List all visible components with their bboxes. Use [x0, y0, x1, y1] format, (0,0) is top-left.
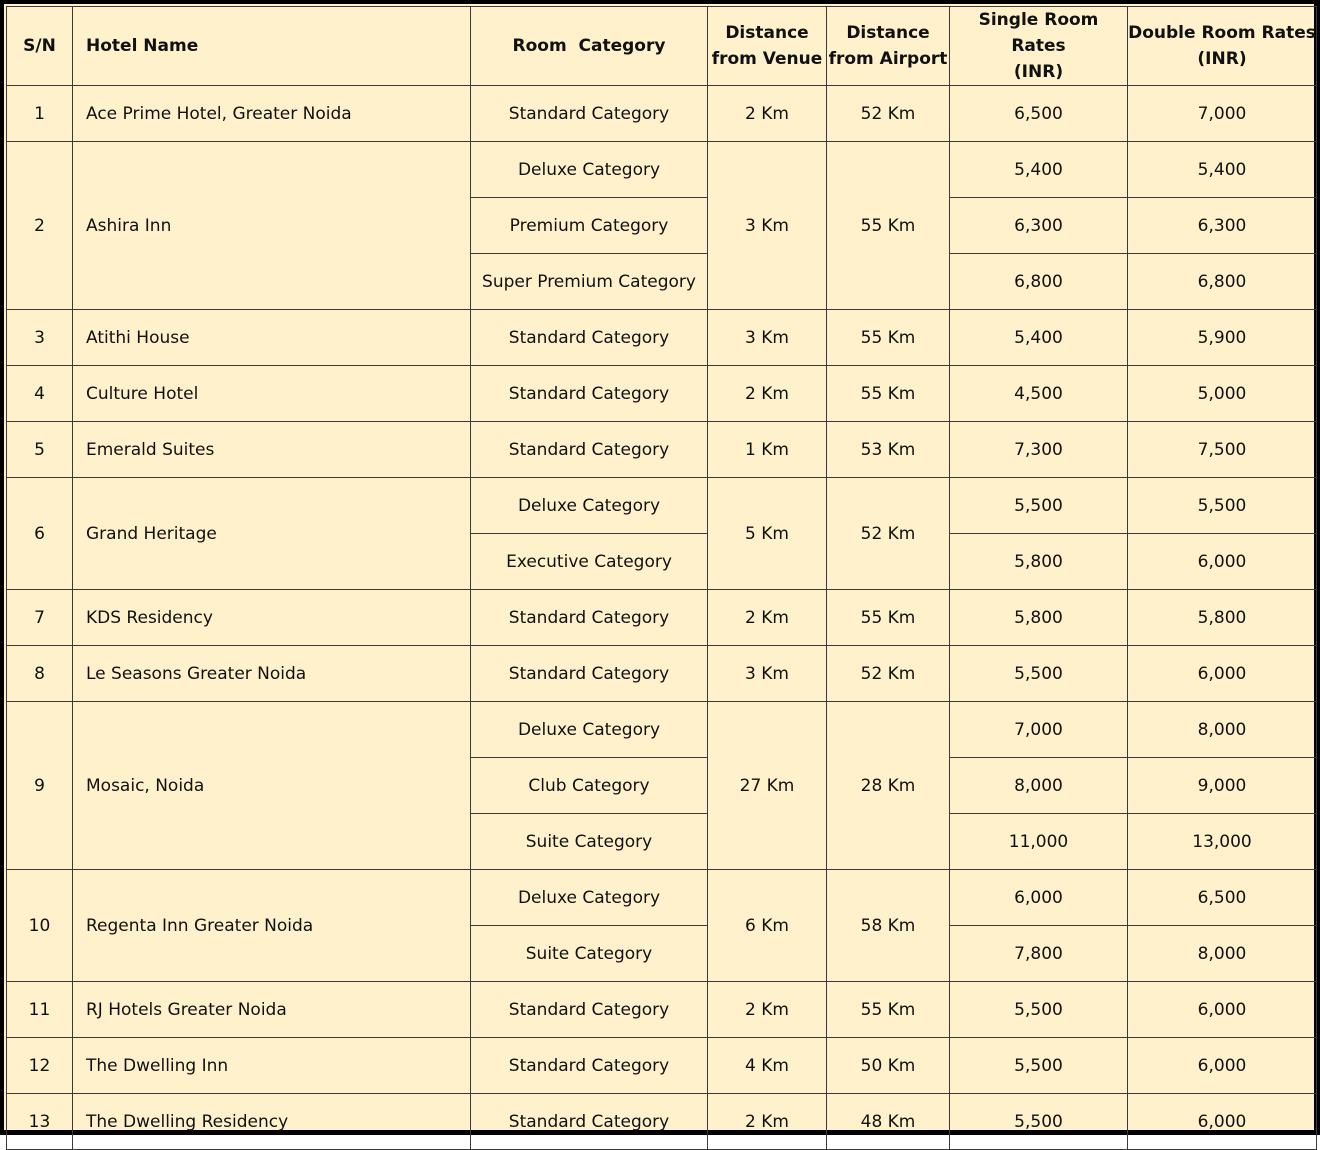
single-rate-cell: 6,800 — [950, 254, 1128, 310]
room-category-cell: Standard Category — [471, 1094, 708, 1150]
double-rate-cell: 6,000 — [1128, 646, 1317, 702]
distance-venue-cell: 2 Km — [708, 590, 827, 646]
distance-airport-cell: 48 Km — [827, 1094, 950, 1150]
header-single-rate-line1: Single Room Rates — [978, 10, 1099, 56]
single-rate-cell: 5,400 — [950, 310, 1128, 366]
hotel-name-cell: Grand Heritage — [73, 478, 471, 590]
sn-cell: 12 — [7, 1038, 73, 1094]
distance-airport-cell: 53 Km — [827, 422, 950, 478]
single-rate-cell: 5,500 — [950, 478, 1128, 534]
room-category-cell: Deluxe Category — [471, 478, 708, 534]
header-distance-airport-line1: Distance — [846, 23, 930, 43]
sn-cell: 11 — [7, 982, 73, 1038]
hotel-name-cell: Ashira Inn — [73, 142, 471, 310]
single-rate-cell: 7,800 — [950, 926, 1128, 982]
distance-airport-cell: 50 Km — [827, 1038, 950, 1094]
double-rate-cell: 8,000 — [1128, 926, 1317, 982]
room-category-cell: Standard Category — [471, 366, 708, 422]
header-single-rate-line2: (INR) — [1013, 62, 1064, 82]
double-rate-cell: 8,000 — [1128, 702, 1317, 758]
distance-venue-cell: 2 Km — [708, 982, 827, 1038]
distance-venue-cell: 27 Km — [708, 702, 827, 870]
double-rate-cell: 13,000 — [1128, 814, 1317, 870]
double-rate-cell: 5,400 — [1128, 142, 1317, 198]
header-distance-airport — [827, 7, 950, 86]
hotel-name-cell: KDS Residency — [73, 590, 471, 646]
single-rate-cell: 5,800 — [950, 534, 1128, 590]
header-double-rate — [1128, 7, 1317, 86]
room-category-cell: Suite Category — [471, 814, 708, 870]
sn-cell: 1 — [7, 86, 73, 142]
room-category-cell: Deluxe Category — [471, 702, 708, 758]
table-row — [7, 870, 1317, 926]
double-rate-cell: 6,000 — [1128, 1094, 1317, 1150]
room-category-cell: Club Category — [471, 758, 708, 814]
header-row — [7, 7, 1317, 86]
single-rate-cell: 5,500 — [950, 982, 1128, 1038]
room-category-cell: Executive Category — [471, 534, 708, 590]
single-rate-cell: 5,800 — [950, 590, 1128, 646]
double-rate-cell: 6,500 — [1128, 870, 1317, 926]
single-rate-cell: 6,500 — [950, 86, 1128, 142]
sn-cell: 13 — [7, 1094, 73, 1150]
single-rate-cell: 4,500 — [950, 366, 1128, 422]
table-row — [7, 590, 1317, 646]
table-row — [7, 86, 1317, 142]
distance-venue-cell: 2 Km — [708, 86, 827, 142]
hotel-name-cell: Ace Prime Hotel, Greater Noida — [73, 86, 471, 142]
distance-venue-cell: 3 Km — [708, 646, 827, 702]
header-hotel-name: Hotel Name — [73, 7, 471, 86]
single-rate-cell: 8,000 — [950, 758, 1128, 814]
hotel-name-cell: The Dwelling Inn — [73, 1038, 471, 1094]
room-category-cell: Standard Category — [471, 590, 708, 646]
distance-airport-cell: 58 Km — [827, 870, 950, 982]
distance-airport-cell: 55 Km — [827, 142, 950, 310]
single-rate-cell: 5,500 — [950, 1094, 1128, 1150]
distance-venue-cell: 6 Km — [708, 870, 827, 982]
sn-cell: 8 — [7, 646, 73, 702]
table-row — [7, 478, 1317, 534]
sn-cell: 9 — [7, 702, 73, 870]
double-rate-cell: 6,000 — [1128, 534, 1317, 590]
single-rate-cell: 5,400 — [950, 142, 1128, 198]
distance-venue-cell: 4 Km — [708, 1038, 827, 1094]
hotel-name-cell: Le Seasons Greater Noida — [73, 646, 471, 702]
room-category-cell: Standard Category — [471, 86, 708, 142]
single-rate-cell: 6,000 — [950, 870, 1128, 926]
room-category-cell: Deluxe Category — [471, 142, 708, 198]
table-row — [7, 982, 1317, 1038]
header-double-rate-line1: Double Room Rates — [1128, 23, 1316, 43]
distance-airport-cell: 55 Km — [827, 590, 950, 646]
room-category-cell: Deluxe Category — [471, 870, 708, 926]
distance-venue-cell: 2 Km — [708, 1094, 827, 1150]
distance-airport-cell: 52 Km — [827, 478, 950, 590]
room-category-cell: Premium Category — [471, 198, 708, 254]
double-rate-cell: 5,900 — [1128, 310, 1317, 366]
sn-cell: 6 — [7, 478, 73, 590]
table-row — [7, 366, 1317, 422]
hotel-name-cell: Culture Hotel — [73, 366, 471, 422]
double-rate-cell: 9,000 — [1128, 758, 1317, 814]
table-row — [7, 702, 1317, 758]
hotel-name-cell: Mosaic, Noida — [73, 702, 471, 870]
single-rate-cell: 5,500 — [950, 1038, 1128, 1094]
single-rate-cell: 5,500 — [950, 646, 1128, 702]
header-distance-venue-line2: from Venue — [711, 49, 823, 69]
double-rate-cell: 5,000 — [1128, 366, 1317, 422]
single-rate-cell: 7,000 — [950, 702, 1128, 758]
table-row — [7, 422, 1317, 478]
double-rate-cell: 5,500 — [1128, 478, 1317, 534]
header-room-category: Room Category — [471, 7, 708, 86]
sn-cell: 2 — [7, 142, 73, 310]
room-category-cell: Standard Category — [471, 1038, 708, 1094]
distance-venue-cell: 5 Km — [708, 478, 827, 590]
room-category-cell: Standard Category — [471, 310, 708, 366]
hotel-name-cell: RJ Hotels Greater Noida — [73, 982, 471, 1038]
double-rate-cell: 7,000 — [1128, 86, 1317, 142]
distance-venue-cell: 1 Km — [708, 422, 827, 478]
sn-cell: 4 — [7, 366, 73, 422]
double-rate-cell: 6,300 — [1128, 198, 1317, 254]
single-rate-cell: 7,300 — [950, 422, 1128, 478]
room-category-cell: Standard Category — [471, 422, 708, 478]
hotel-name-cell: Regenta Inn Greater Noida — [73, 870, 471, 982]
distance-venue-cell: 3 Km — [708, 142, 827, 310]
table-body — [7, 86, 1317, 1150]
single-rate-cell: 11,000 — [950, 814, 1128, 870]
double-rate-cell: 6,800 — [1128, 254, 1317, 310]
hotel-name-cell: The Dwelling Residency — [73, 1094, 471, 1150]
room-category-cell: Suite Category — [471, 926, 708, 982]
hotel-rates-table — [6, 6, 1317, 1150]
distance-airport-cell: 55 Km — [827, 366, 950, 422]
double-rate-cell: 5,800 — [1128, 590, 1317, 646]
single-rate-cell: 6,300 — [950, 198, 1128, 254]
distance-venue-cell: 3 Km — [708, 310, 827, 366]
header-distance-venue-line1: Distance — [725, 23, 809, 43]
header-distance-airport-line2: from Airport — [828, 49, 948, 69]
hotel-name-cell: Emerald Suites — [73, 422, 471, 478]
distance-airport-cell: 52 Km — [827, 86, 950, 142]
room-category-cell: Standard Category — [471, 982, 708, 1038]
distance-airport-cell: 55 Km — [827, 310, 950, 366]
table-row — [7, 310, 1317, 366]
room-category-cell: Super Premium Category — [471, 254, 708, 310]
room-category-cell: Standard Category — [471, 646, 708, 702]
double-rate-cell: 7,500 — [1128, 422, 1317, 478]
sn-cell: 5 — [7, 422, 73, 478]
header-single-rate — [950, 7, 1128, 86]
table-row — [7, 646, 1317, 702]
double-rate-cell: 6,000 — [1128, 1038, 1317, 1094]
distance-venue-cell: 2 Km — [708, 366, 827, 422]
sn-cell: 10 — [7, 870, 73, 982]
distance-airport-cell: 55 Km — [827, 982, 950, 1038]
table-row — [7, 1094, 1317, 1150]
sn-cell: 7 — [7, 590, 73, 646]
double-rate-cell: 6,000 — [1128, 982, 1317, 1038]
hotel-name-cell: Atithi House — [73, 310, 471, 366]
header-distance-venue — [708, 7, 827, 86]
table-row — [7, 142, 1317, 198]
header-double-rate-line2: (INR) — [1197, 49, 1247, 69]
table-row — [7, 1038, 1317, 1094]
distance-airport-cell: 28 Km — [827, 702, 950, 870]
distance-airport-cell: 52 Km — [827, 646, 950, 702]
header-sn: S/N — [7, 7, 73, 86]
sn-cell: 3 — [7, 310, 73, 366]
